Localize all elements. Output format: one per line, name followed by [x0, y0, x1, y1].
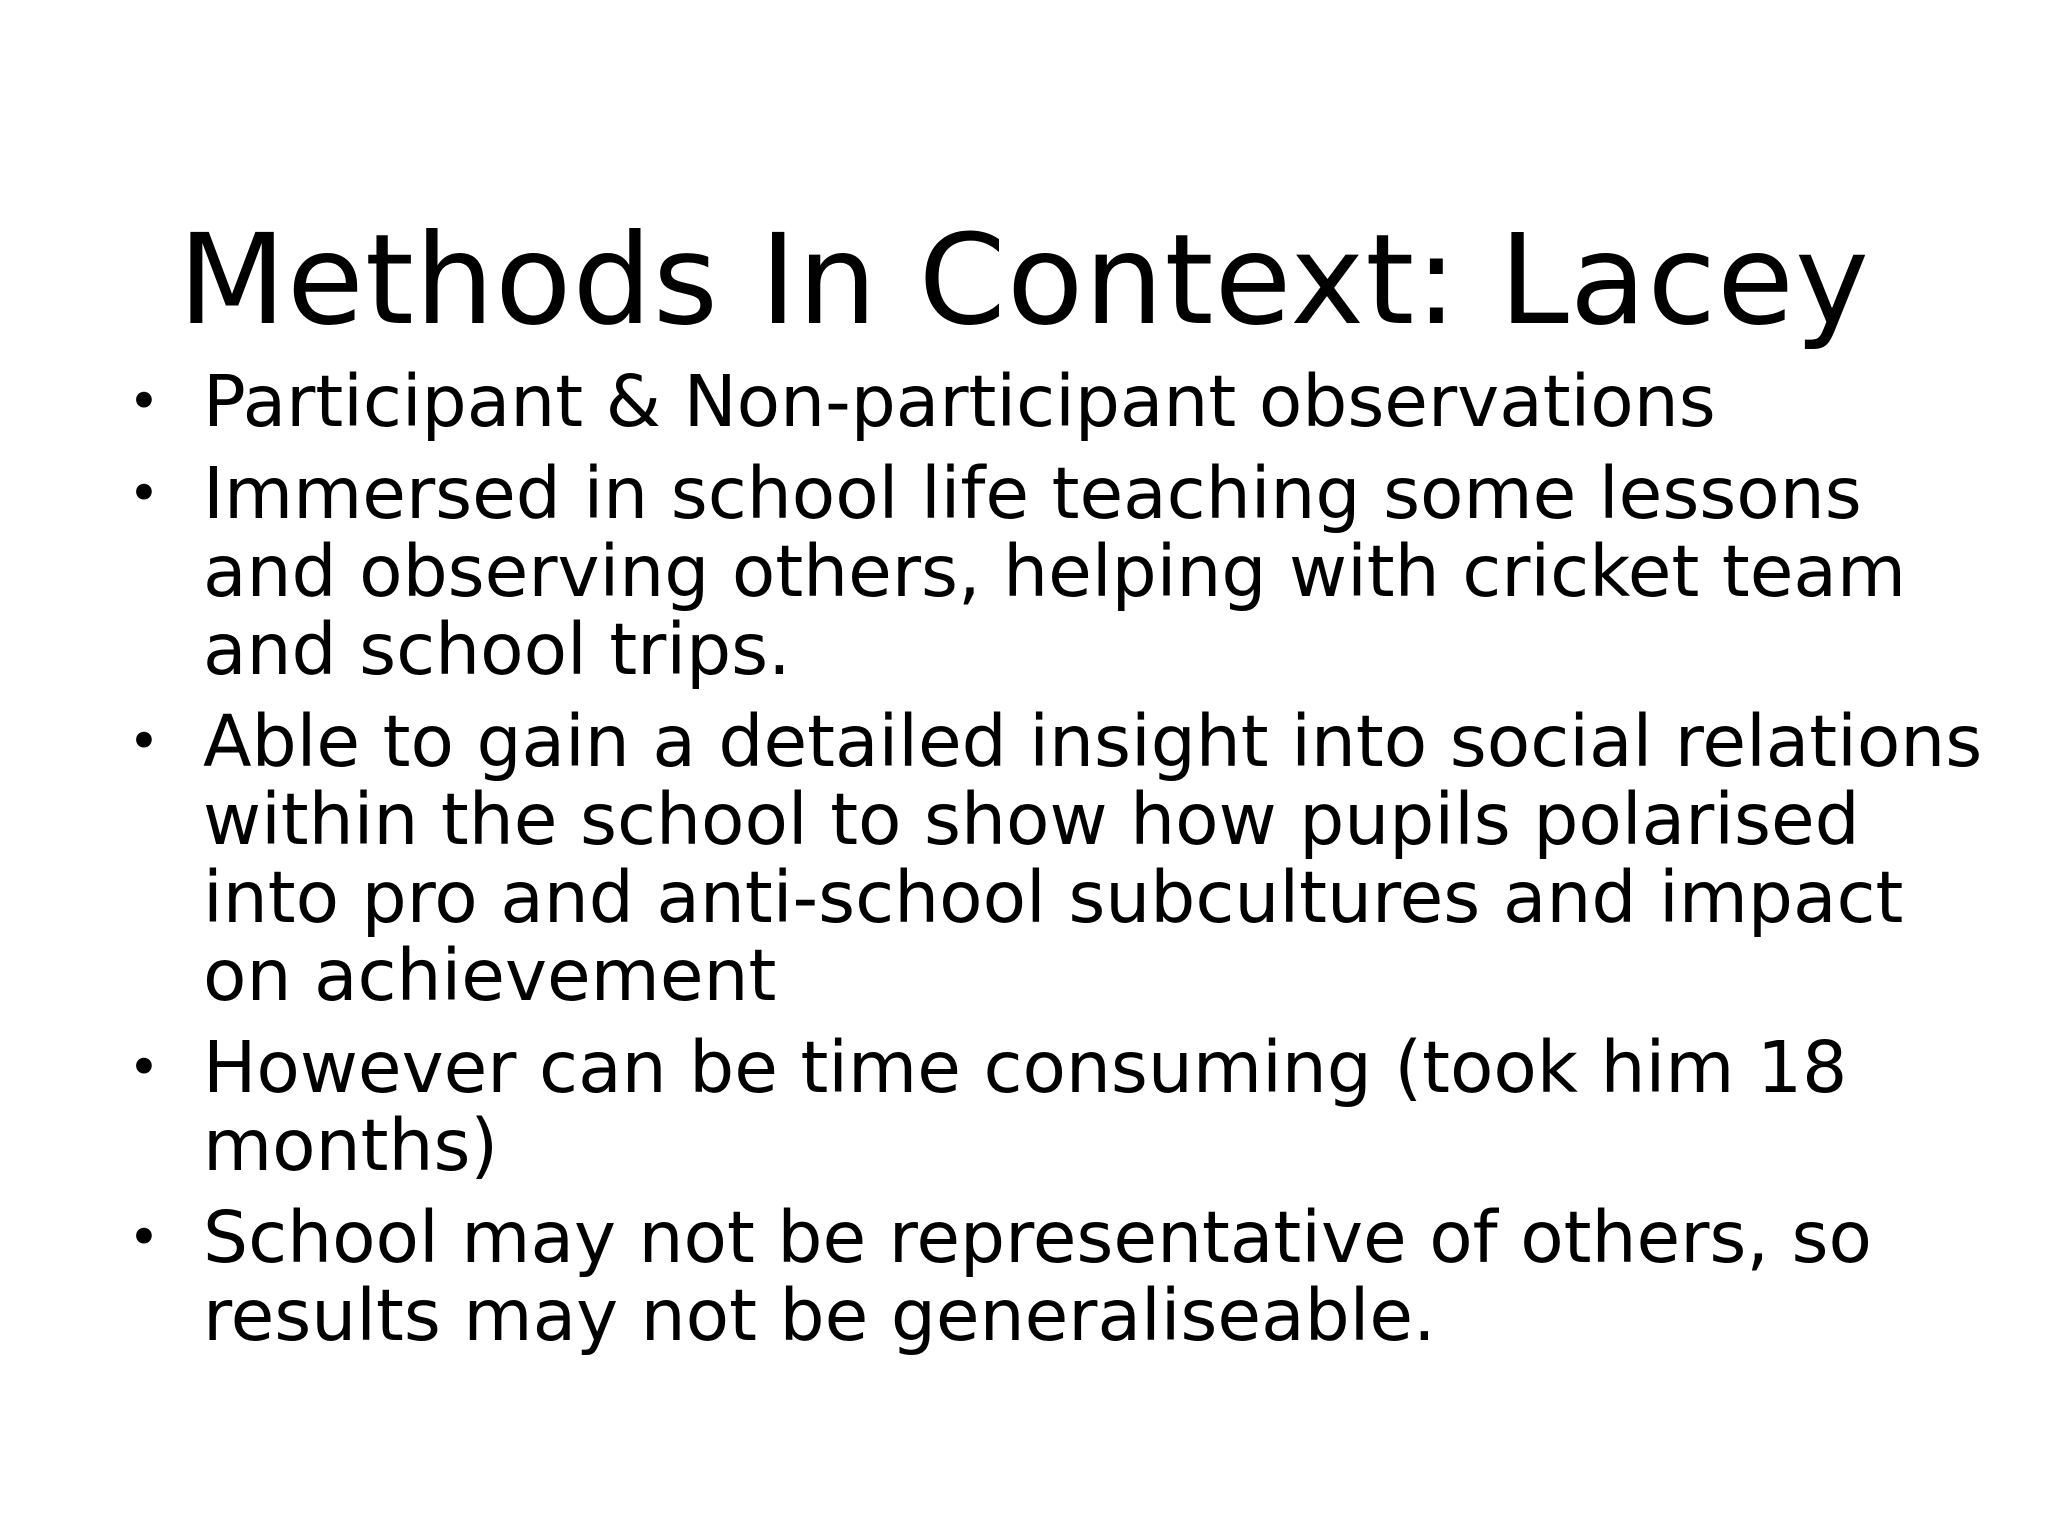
bullet-icon: •: [128, 462, 160, 525]
bullet-list: [128, 360, 1988, 1369]
bullet-icon: •: [128, 1206, 160, 1269]
bullet-text: Participant & Non-participant observations: [203, 360, 1716, 443]
bullet-item: [128, 452, 1988, 691]
slide-title: Methods In Context: Lacey: [178, 207, 1870, 353]
bullet-icon: •: [128, 710, 160, 773]
bullet-text: School may not be representative of others, so results may not be generaliseable.: [203, 1196, 1872, 1357]
bullet-text: However can be time consuming (took him 18 months): [203, 1026, 1848, 1187]
bullet-icon: •: [128, 370, 160, 433]
bullet-text: Immersed in school life teaching some lessons and observing others, helping with cricket team and school trips.: [203, 452, 1907, 691]
bullet-item: [128, 360, 1988, 443]
bullet-icon: •: [128, 1036, 160, 1099]
bullet-text: Able to gain a detailed insight into social relations within the school to show how pupils polarised into pro and anti-school subcultures and impact on achievement: [203, 700, 1983, 1017]
bullet-item: [128, 1026, 1988, 1187]
bullet-item: [128, 1196, 1988, 1357]
bullet-item: [128, 700, 1988, 1017]
